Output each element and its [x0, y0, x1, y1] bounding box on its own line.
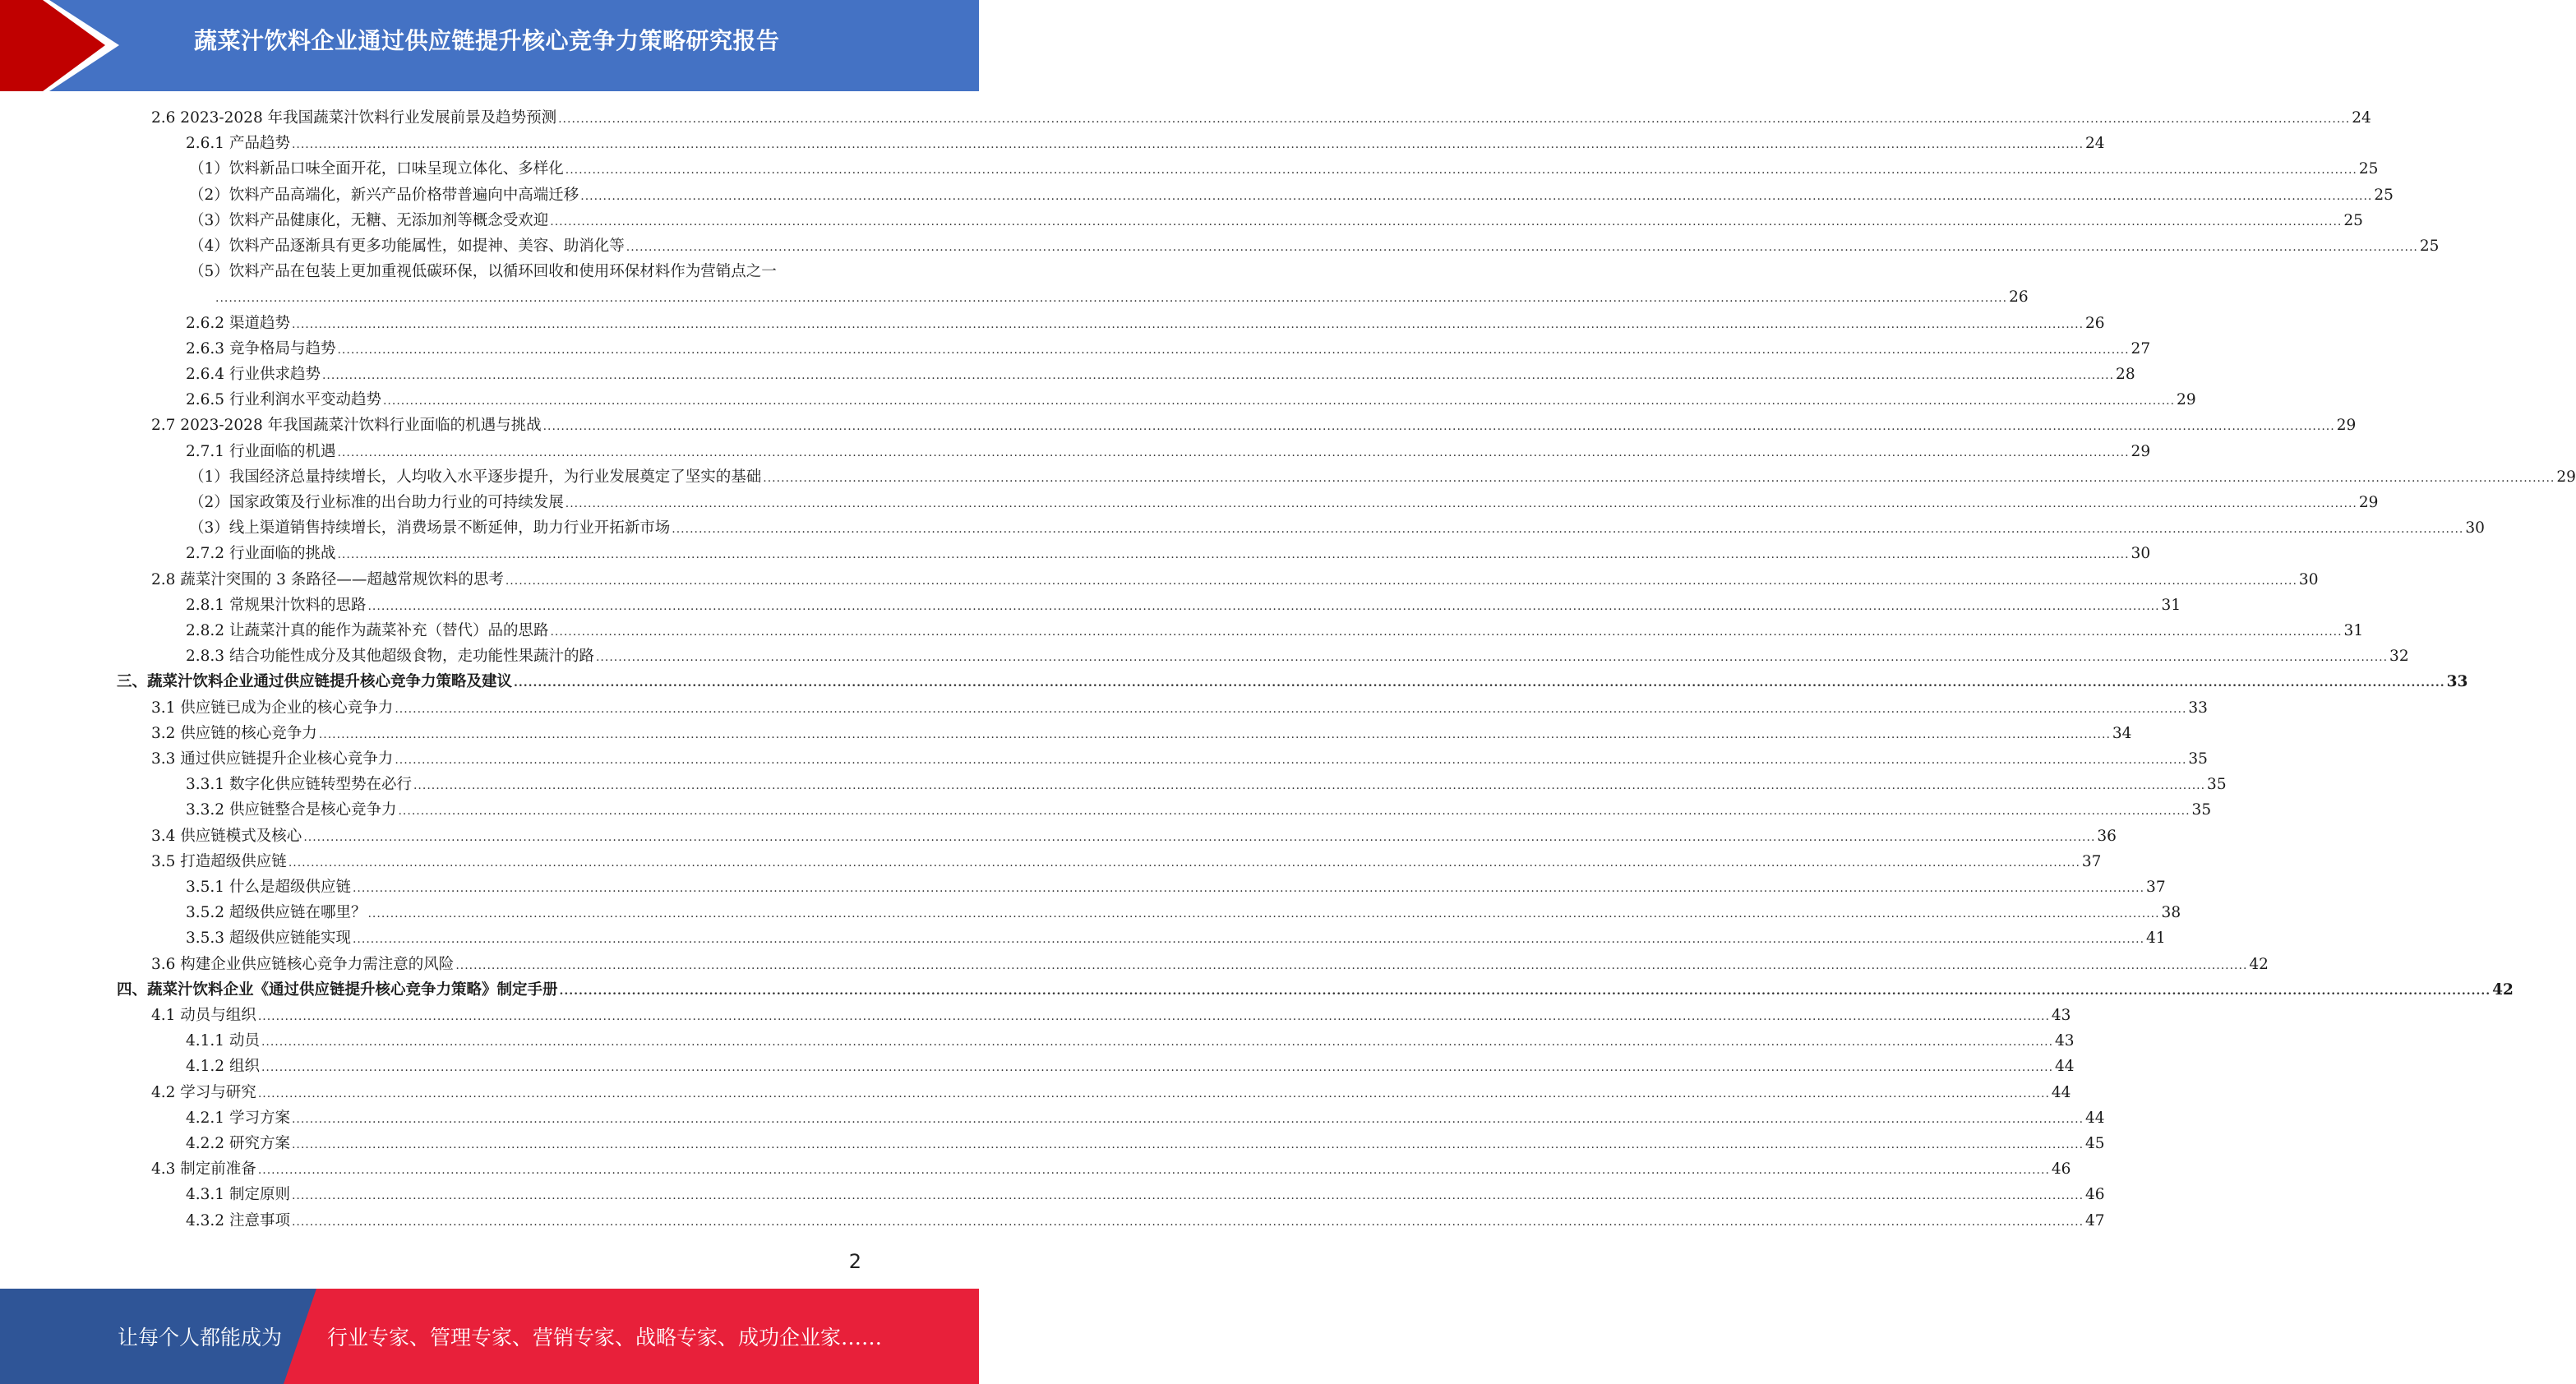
toc-entry-page: 37: [2081, 852, 2102, 870]
toc-dot-leader: ................................................................................................................................................................................................................................................................................................................................................................................................................: [318, 727, 2111, 741]
toc-entry-label: 3.3.2 供应链整合是核心竞争力: [186, 801, 397, 819]
toc-dot-leader: ................................................................................................................................................................................................................................................................................................................................................................................................................: [303, 830, 2096, 844]
toc-entry-label: 2.7.2 行业面临的挑战: [186, 545, 336, 563]
toc-dot-leader: ................................................................................................................................................................................................................................................................................................................................................................................................................: [291, 317, 2084, 331]
toc-entry-label: （3）饮料产品健康化，无糖、无添加剂等概念受欢迎: [189, 211, 549, 229]
toc-dot-leader: ................................................................................................................................................................................................................................................................................................................................................................................................................: [337, 343, 2130, 357]
toc-dot-leader: ................................................................................................................................................................................................................................................................................................................................................................................................................: [382, 394, 2176, 408]
toc-dot-leader: ................................................................................................................................................................................................................................................................................................................................................................................................................: [257, 1086, 2050, 1100]
toc-entry[interactable]: [186, 1131, 2105, 1156]
toc-entry-label: 2.6.3 竞争格局与趋势: [186, 339, 336, 358]
toc-entry-page: 30: [2131, 545, 2151, 563]
toc-dot-leader: ................................................................................................................................................................................................................................................................................................................................................................................................................: [337, 445, 2130, 459]
toc-entry[interactable]: [189, 182, 2394, 208]
toc-dot-leader: ................................................................................................................................................................................................................................................................................................................................................................................................................: [565, 497, 2357, 510]
toc-dot-leader: ................................................................................................................................................................................................................................................................................................................................................................................................................: [291, 1189, 2084, 1203]
toc-entry[interactable]: [117, 669, 2468, 694]
toc-dot-leader: ................................................................................................................................................................................................................................................................................................................................................................................................................: [626, 241, 2418, 254]
toc-entry-label: 2.6.4 行业供求趋势: [186, 366, 321, 383]
toc-entry[interactable]: [186, 797, 2212, 823]
toc-entry-label: （1）我国经济总量持续增长，人均收入水平逐步提升，为行业发展奠定了坚实的基础: [189, 468, 762, 486]
toc-entry[interactable]: [186, 925, 2166, 951]
toc-entry-page: 35: [2207, 776, 2227, 794]
toc-entry-label: 3.3.1 数字化供应链转型势在必行: [186, 776, 412, 794]
toc-entry-page: 34: [2112, 724, 2132, 742]
toc-entry[interactable]: [151, 849, 2102, 874]
toc-dot-leader: ................................................................................................................................................................................................................................................................................................................................................................................................................: [763, 471, 2555, 485]
toc-entry-page: 35: [2188, 750, 2208, 768]
toc-entry-page: 41: [2146, 930, 2166, 948]
toc-entry-page: 44: [2055, 1058, 2075, 1076]
toc-entry[interactable]: [151, 1080, 2071, 1105]
toc-entry[interactable]: [189, 233, 2440, 259]
toc-dot-leader: ................................................................................................................................................................................................................................................................................................................................................................................................................: [367, 599, 2160, 613]
toc-entry[interactable]: [186, 131, 2105, 156]
footer-slogan-left: 让每个人都能成为: [118, 1326, 283, 1349]
toc-entry-label: 4.2.1 学习方案: [186, 1109, 290, 1127]
toc-dot-leader: ................................................................................................................................................................................................................................................................................................................................................................................................................: [261, 1036, 2054, 1050]
toc-entry-page: 43: [2055, 1032, 2075, 1050]
toc-entry-page: 31: [2161, 596, 2181, 614]
toc-entry-page: 29: [2177, 391, 2196, 409]
toc-entry-page: 30: [2465, 519, 2485, 537]
toc-entry[interactable]: [117, 977, 2514, 1003]
toc-dot-leader: ................................................................................................................................................................................................................................................................................................................................................................................................................: [672, 523, 2464, 537]
page-header: [0, 0, 979, 91]
toc-entry-label: 3.5 打造超级供应链: [151, 852, 287, 870]
toc-entry-page: 46: [2085, 1186, 2105, 1204]
toc-entry[interactable]: [186, 1105, 2105, 1131]
toc-entry[interactable]: [186, 593, 2181, 618]
toc-entry-page: 26: [2009, 288, 2029, 307]
toc-entry-label: （1）饮料新品口味全面开花，口味呈现立体化、多样化: [189, 160, 564, 178]
toc-entry-label: 2.8.1 常规果汁饮料的思路: [186, 596, 367, 614]
toc-entry-page: 31: [2343, 622, 2364, 639]
toc-entry-page: 27: [2131, 339, 2151, 358]
toc-dot-leader: ................................................................................................................................................................................................................................................................................................................................................................................................................: [215, 292, 2008, 306]
toc-entry-page: 33: [2446, 673, 2468, 691]
toc-entry[interactable]: [186, 1054, 2075, 1079]
toc-dot-leader: ................................................................................................................................................................................................................................................................................................................................................................................................................: [367, 907, 2160, 921]
toc-dot-leader: ................................................................................................................................................................................................................................................................................................................................................................................................................: [559, 984, 2491, 998]
toc-entry-page: 28: [2116, 366, 2135, 383]
toc-entry-label: （2）饮料产品高端化，新兴产品价格带普遍向中高端迁移: [189, 186, 579, 204]
toc-entry-label: 3.5.1 什么是超级供应链: [186, 879, 351, 896]
toc-entry-label: 4.2.2 研究方案: [186, 1135, 290, 1152]
toc-entry-label: 2.7 2023-2028 年我国蔬菜汁饮料行业面临的机遇与挑战: [151, 417, 542, 435]
toc-entry-page: 44: [2085, 1109, 2105, 1127]
toc-entry-label: 3.2 供应链的核心竞争力: [151, 724, 317, 742]
toc-entry-page: 44: [2051, 1083, 2071, 1101]
toc-entry-label: 2.8.2 让蔬菜汁真的能作为蔬菜补充（替代）品的思路: [186, 622, 549, 639]
toc-dot-leader: ................................................................................................................................................................................................................................................................................................................................................................................................................: [257, 1010, 2050, 1023]
toc-entry[interactable]: [151, 105, 2371, 131]
toc-dot-leader: ................................................................................................................................................................................................................................................................................................................................................................................................................: [291, 1112, 2084, 1126]
report-title: 蔬菜汁饮料企业通过供应链提升核心竞争力策略研究报告: [194, 27, 780, 54]
page-number: 2: [848, 1250, 861, 1273]
toc-entry[interactable]: [186, 772, 2227, 797]
toc-entry-label: （3）线上渠道销售持续增长，消费场景不断延伸，助力行业开拓新市场: [189, 519, 671, 537]
toc-entry-page: 25: [2358, 160, 2379, 178]
toc-entry-page: 29: [2358, 494, 2379, 511]
toc-dot-leader: ................................................................................................................................................................................................................................................................................................................................................................................................................: [505, 574, 2297, 588]
toc-entry[interactable]: [186, 362, 2135, 387]
toc-entry[interactable]: [186, 874, 2166, 900]
toc-entry-label: 3.4 供应链模式及核心: [151, 827, 302, 845]
toc-entry-label: 2.6.1 产品趋势: [186, 135, 290, 153]
toc-entry-page: 36: [2097, 827, 2117, 845]
toc-entry[interactable]: [151, 1156, 2071, 1182]
toc-entry-label: 4.3 制定前准备: [151, 1160, 256, 1179]
toc-entry[interactable]: [189, 208, 2363, 233]
toc-entry-label: 3.5.3 超级供应链能实现: [186, 930, 351, 948]
toc-dot-leader: ................................................................................................................................................................................................................................................................................................................................................................................................................: [413, 779, 2206, 793]
toc-entry-page: 42: [2492, 980, 2514, 999]
toc-entry[interactable]: [186, 1182, 2105, 1207]
toc-entry-label: 4.1.1 动员: [186, 1032, 260, 1050]
toc-entry-page: 42: [2249, 955, 2269, 973]
toc-entry-label: 三、蔬菜汁饮料企业通过供应链提升核心竞争力策略及建议: [117, 673, 513, 691]
toc-entry-label: 4.3.1 制定原则: [186, 1186, 290, 1204]
toc-entry-label: 3.6 构建企业供应链核心竞争力需注意的风险: [151, 955, 455, 973]
toc-entry-page: 33: [2188, 699, 2208, 717]
toc-entry[interactable]: [186, 541, 2151, 566]
toc-entry-label: 4.1.2 组织: [186, 1058, 260, 1076]
toc-entry[interactable]: [186, 1208, 2105, 1234]
toc-entry-label: 2.8.3 结合功能性成分及其他超级食物，走功能性果蔬汁的路: [186, 648, 594, 666]
toc-entry-page: 24: [2352, 109, 2371, 127]
toc-entry-label: 2.6.2 渠道趋势: [186, 314, 290, 332]
toc-dot-leader: ................................................................................................................................................................................................................................................................................................................................................................................................................: [542, 420, 2335, 434]
toc-dot-leader: ................................................................................................................................................................................................................................................................................................................................................................................................................: [291, 1138, 2084, 1151]
header-arrow-decoration: [0, 0, 123, 91]
page-footer: [0, 1289, 979, 1384]
toc-entry-page: 25: [2343, 211, 2363, 229]
toc-entry-page: 25: [2419, 238, 2440, 255]
toc-entry-page: 30: [2298, 570, 2319, 588]
toc-entry-label: 4.1 动员与组织: [151, 1007, 256, 1024]
toc-dot-leader: ................................................................................................................................................................................................................................................................................................................................................................................................................: [580, 189, 2373, 203]
toc-entry-page: 38: [2161, 904, 2181, 922]
toc-entry[interactable]: [151, 746, 2208, 772]
toc-entry-page: 47: [2085, 1211, 2105, 1229]
toc-entry[interactable]: [151, 952, 2269, 977]
toc-entry-label: 2.8 蔬菜汁突围的 3 条路径——超越常规饮料的思考: [151, 570, 504, 588]
toc-entry-label: 2.6.5 行业利润水平变动趋势: [186, 391, 381, 409]
toc-entry[interactable]: [189, 490, 2379, 515]
toc-entry[interactable]: [189, 259, 861, 284]
toc-dot-leader: ................................................................................................................................................................................................................................................................................................................................................................................................................: [352, 933, 2145, 947]
toc-dot-leader: ................................................................................................................................................................................................................................................................................................................................................................................................................: [288, 856, 2080, 870]
toc-entry-page: 43: [2051, 1007, 2071, 1024]
toc-dot-leader: ................................................................................................................................................................................................................................................................................................................................................................................................................: [514, 676, 2445, 690]
toc-dot-leader: ................................................................................................................................................................................................................................................................................................................................................................................................................: [321, 369, 2115, 382]
toc-entry-label: 4.3.2 注意事项: [186, 1211, 290, 1229]
toc-dot-leader: ................................................................................................................................................................................................................................................................................................................................................................................................................: [395, 754, 2187, 767]
toc-entry[interactable]: [186, 900, 2181, 925]
toc-dot-leader: ................................................................................................................................................................................................................................................................................................................................................................................................................: [291, 1215, 2084, 1229]
footer-slogan-right: 行业专家、管理专家、营销专家、战略专家、成功企业家……: [327, 1326, 883, 1349]
toc-entry[interactable]: [189, 464, 2576, 490]
toc-entry-label: （5）饮料产品在包装上更加重视低碳环保，以循环回收和使用环保材料作为营销点之一: [189, 263, 777, 281]
toc-entry-label: 2.6 2023-2028 年我国蔬菜汁饮料行业发展前景及趋势预测: [151, 109, 557, 127]
toc-entry-page: 29: [2336, 417, 2357, 435]
toc-entry-label: 3.1 供应链已成为企业的核心竞争力: [151, 699, 394, 717]
toc-entry[interactable]: [189, 156, 2379, 182]
toc-entry-page: 32: [2389, 648, 2409, 666]
toc-entry[interactable]: [151, 567, 2319, 593]
toc-entry-page: 45: [2085, 1135, 2105, 1152]
toc-entry[interactable]: [151, 413, 2357, 438]
toc-dot-leader: ................................................................................................................................................................................................................................................................................................................................................................................................................: [257, 1164, 2050, 1178]
toc-entry-page: 37: [2146, 879, 2166, 896]
toc-entry[interactable]: [186, 311, 2105, 336]
toc-dot-leader: ................................................................................................................................................................................................................................................................................................................................................................................................................: [337, 548, 2130, 562]
toc-dot-leader: ................................................................................................................................................................................................................................................................................................................................................................................................................: [261, 1061, 2054, 1075]
toc-entry[interactable]: [151, 823, 2117, 849]
toc-entry-page: 35: [2191, 801, 2212, 819]
toc-entry[interactable]: [151, 695, 2208, 721]
toc-entry[interactable]: [186, 336, 2151, 362]
toc-dot-leader: ................................................................................................................................................................................................................................................................................................................................................................................................................: [395, 702, 2187, 716]
toc-dot-leader: ................................................................................................................................................................................................................................................................................................................................................................................................................: [550, 215, 2343, 228]
toc-entry[interactable]: [189, 515, 2485, 541]
toc-entry-label: 四、蔬菜汁饮料企业《通过供应链提升核心竞争力策略》制定手册: [117, 980, 558, 999]
toc-entry-page: 46: [2051, 1160, 2071, 1179]
toc-entry-label: 3.3 通过供应链提升企业核心竞争力: [151, 750, 394, 768]
toc-entry-label: 3.5.2 超级供应链在哪里？: [186, 904, 367, 922]
toc-dot-leader: ................................................................................................................................................................................................................................................................................................................................................................................................................: [558, 113, 2351, 126]
toc-dot-leader: ................................................................................................................................................................................................................................................................................................................................................................................................................: [565, 164, 2357, 178]
toc-dot-leader: ................................................................................................................................................................................................................................................................................................................................................................................................................: [291, 138, 2084, 152]
toc-entry-page: 25: [2374, 186, 2394, 204]
toc-dot-leader: ................................................................................................................................................................................................................................................................................................................................................................................................................: [455, 958, 2248, 972]
toc-dot-leader: ................................................................................................................................................................................................................................................................................................................................................................................................................: [550, 625, 2343, 639]
toc-entry-page: 26: [2085, 314, 2105, 332]
toc-entry[interactable]: [214, 284, 2029, 310]
toc-entry-page: 29: [2556, 468, 2576, 486]
toc-entry[interactable]: [186, 644, 2409, 669]
toc-entry-label: （4）饮料产品逐渐具有更多功能属性，如提神、美容、助消化等: [189, 238, 625, 255]
toc-entry[interactable]: [151, 721, 2132, 746]
toc-entry-page: 29: [2131, 442, 2151, 460]
toc-entry[interactable]: [186, 1028, 2075, 1054]
toc-entry[interactable]: [151, 1003, 2071, 1028]
toc-dot-leader: ................................................................................................................................................................................................................................................................................................................................................................................................................: [398, 805, 2191, 819]
toc-entry[interactable]: [186, 618, 2364, 644]
toc-dot-leader: ................................................................................................................................................................................................................................................................................................................................................................................................................: [352, 882, 2145, 895]
toc-entry-label: （2）国家政策及行业标准的出台助力行业的可持续发展: [189, 494, 564, 511]
toc-entry[interactable]: [186, 387, 2196, 413]
toc-entry-label: 4.2 学习与研究: [151, 1083, 256, 1101]
toc-entry[interactable]: [186, 439, 2151, 464]
toc-entry-page: 24: [2085, 135, 2105, 153]
toc-dot-leader: ................................................................................................................................................................................................................................................................................................................................................................................................................: [595, 651, 2389, 665]
toc-entry-label: 2.7.1 行业面临的机遇: [186, 442, 336, 460]
